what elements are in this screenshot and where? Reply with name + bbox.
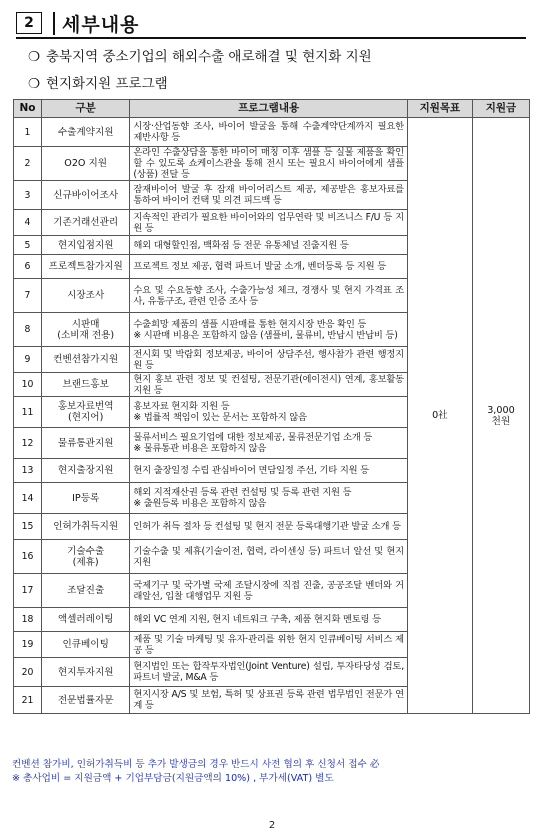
page-number: 2 xyxy=(268,820,276,831)
row-category: 신규바이어조사 xyxy=(41,181,129,210)
row-number: 20 xyxy=(14,658,42,687)
row-content: 잠재바이어 발굴 후 잠재 바이어리스트 제공, 제공받은 홍보자료를 통하여 바이어 컨택 및 의견 피드백 등 xyxy=(130,181,408,210)
table-row xyxy=(14,118,530,147)
row-content: 해외 대형할인점, 백화점 등 전문 유통체널 진출지원 등 xyxy=(130,236,408,255)
row-content: 제품 및 기술 마케팅 및 유자·관리를 위한 현지 인큐베이팅 서비스 제공 등 xyxy=(130,632,408,658)
row-content: 수요 및 수요동향 조사, 수출가능성 체크, 경쟁사 및 현지 가격표 조사, 유통구조, 관련 인증 조사 등 xyxy=(130,279,408,313)
section-number: 2 xyxy=(16,12,42,34)
row-number: 21 xyxy=(14,687,42,714)
bullet-item xyxy=(28,45,372,65)
bullet-text: 현지화지원 프로그램 xyxy=(46,76,168,92)
row-content: 지속적인 관리가 필요한 바이어와의 업무연락 및 비즈니스 F/U 등 지원 등 xyxy=(130,210,408,236)
row-category: 물류통관지원 xyxy=(41,428,129,459)
row-category: 컨벤션참가지원 xyxy=(41,347,129,373)
row-content: 프로젝트 정보 제공, 협력 파트너 발굴 소개, 벤더등록 등 지원 등 xyxy=(130,255,408,279)
footnote-total-cost: ※ 총사업비 = 지원금액 + 기업부담금(지원금액의 10%) , 부가세(VAT) 별도 xyxy=(12,773,334,784)
bullet-circle-icon: ❍ xyxy=(28,49,41,65)
row-number: 9 xyxy=(14,347,42,373)
row-number: 17 xyxy=(14,574,42,608)
header-category: 구분 xyxy=(41,100,129,118)
row-number: 1 xyxy=(14,118,42,147)
row-number: 7 xyxy=(14,279,42,313)
section-header xyxy=(16,12,526,36)
header-amount: 지원금 xyxy=(472,100,529,118)
row-category: 기존거래선관리 xyxy=(41,210,129,236)
bullet-item xyxy=(28,72,168,92)
row-content: 현지 홍보 관련 정보 및 컨설팅, 전문기관(에이전시) 연계, 홍보활동 지원 등 xyxy=(130,373,408,397)
row-content: 현지 출장일정 수립 관심바이어 면담일정 주선, 기타 지원 등 xyxy=(130,459,408,483)
table-header-row xyxy=(14,100,530,118)
row-content: 현지시장 A/S 및 보험, 특허 및 상표권 등록 관련 법무법인 전문가 연계 등 xyxy=(130,687,408,714)
row-category: 시판매 (소비재 전용) xyxy=(41,313,129,347)
row-category: 브랜드홍보 xyxy=(41,373,129,397)
header-content: 프로그램내용 xyxy=(130,100,408,118)
row-content: 해외 지적재산권 등록 관련 컨설팅 및 등록 관련 지원 등 ※ 출원등록 비용은 포함하지 않음 xyxy=(130,483,408,514)
row-content: 현지법인 또는 합작투자법인(Joint Venture) 설립, 투자타당성 검토, 파트너 발굴, M&A 등 xyxy=(130,658,408,687)
row-number: 19 xyxy=(14,632,42,658)
row-content: 해외 VC 연계 지원, 현지 네트워크 구축, 제품 현지화 멘토링 등 xyxy=(130,608,408,632)
row-content: 전시회 및 박람회 정보제공, 바이어 상담주선, 행사참가 관련 행정지원 등 xyxy=(130,347,408,373)
row-category: 전문법률자문 xyxy=(41,687,129,714)
section-title: 세부내용 xyxy=(62,14,140,36)
row-number: 11 xyxy=(14,397,42,428)
section-underline xyxy=(16,37,526,39)
row-category: 액셀러레이팅 xyxy=(41,608,129,632)
row-content: 국제기구 및 국가별 국제 조달시장에 직접 진출, 공공조달 벤더와 거래알선, 입찰 대행업무 지원 등 xyxy=(130,574,408,608)
row-number: 3 xyxy=(14,181,42,210)
row-number: 6 xyxy=(14,255,42,279)
program-table xyxy=(13,99,530,714)
row-category: IP등록 xyxy=(41,483,129,514)
support-goal: 0社 xyxy=(407,118,472,714)
support-amount: 3,000 천원 xyxy=(472,118,529,714)
footnote-convention: 컨벤션 참가비, 인허가취득비 등 추가 발생금의 경우 반드시 사전 협의 후 신청서 접수 必 xyxy=(12,759,380,770)
row-category: 홍보자료번역 (현지어) xyxy=(41,397,129,428)
bullet-text: 충북지역 중소기업의 해외수출 애로해결 및 현지화 지원 xyxy=(46,49,372,65)
row-number: 18 xyxy=(14,608,42,632)
row-content: 기술수출 및 제휴(기술이전, 협력, 라이센싱 등) 파트너 알선 및 현지 지원 xyxy=(130,540,408,574)
row-category: 현지입점지원 xyxy=(41,236,129,255)
row-number: 13 xyxy=(14,459,42,483)
row-number: 16 xyxy=(14,540,42,574)
row-category: 현지투자지원 xyxy=(41,658,129,687)
bullet-circle-icon: ❍ xyxy=(28,76,41,92)
row-category: 인허가취득지원 xyxy=(41,514,129,540)
header-goal: 지원목표 xyxy=(407,100,472,118)
row-category: 프로젝트참가지원 xyxy=(41,255,129,279)
row-number: 2 xyxy=(14,147,42,181)
row-number: 8 xyxy=(14,313,42,347)
row-category: 수출계약지원 xyxy=(41,118,129,147)
row-number: 10 xyxy=(14,373,42,397)
row-content: 시장·산업동향 조사, 바이어 발굴을 통해 수출계약단계까지 필요한 제반사항 등 xyxy=(130,118,408,147)
row-content: 물류서비스 필요기업에 대한 정보제공, 물류전문기업 소개 등 ※ 물류통관 비용은 포함하지 않음 xyxy=(130,428,408,459)
row-number: 4 xyxy=(14,210,42,236)
section-divider xyxy=(53,12,55,35)
row-content: 홍보자료 현지화 지원 등 ※ 법률적 책임이 있는 문서는 포함하지 않음 xyxy=(130,397,408,428)
row-category: 인큐베이팅 xyxy=(41,632,129,658)
row-category: 현지출장지원 xyxy=(41,459,129,483)
row-category: O2O 지원 xyxy=(41,147,129,181)
row-category: 시장조사 xyxy=(41,279,129,313)
row-content: 온라인 수출상담을 통한 바이어 매칭 이후 샘플 등 실물 제품을 확인할 수 있도록 쇼케이스관을 통해 전시 또는 필요시 바이어에게 샘플(상품) 전달 등 xyxy=(130,147,408,181)
row-number: 15 xyxy=(14,514,42,540)
row-content: 인허가 취득 절차 등 컨설팅 및 현지 전문 등록대행기관 발굴 소개 등 xyxy=(130,514,408,540)
row-content: 수출희망 제품의 샘플 시판매를 통한 현지시장 반응 확인 등 ※ 시판매 비용은 포함하지 않음 (샘플비, 물류비, 반납시 반납비 등) xyxy=(130,313,408,347)
table-body xyxy=(14,118,530,714)
row-category: 조달진출 xyxy=(41,574,129,608)
row-number: 5 xyxy=(14,236,42,255)
header-no: No xyxy=(14,100,42,118)
row-category: 기술수출 (제휴) xyxy=(41,540,129,574)
row-number: 14 xyxy=(14,483,42,514)
row-number: 12 xyxy=(14,428,42,459)
